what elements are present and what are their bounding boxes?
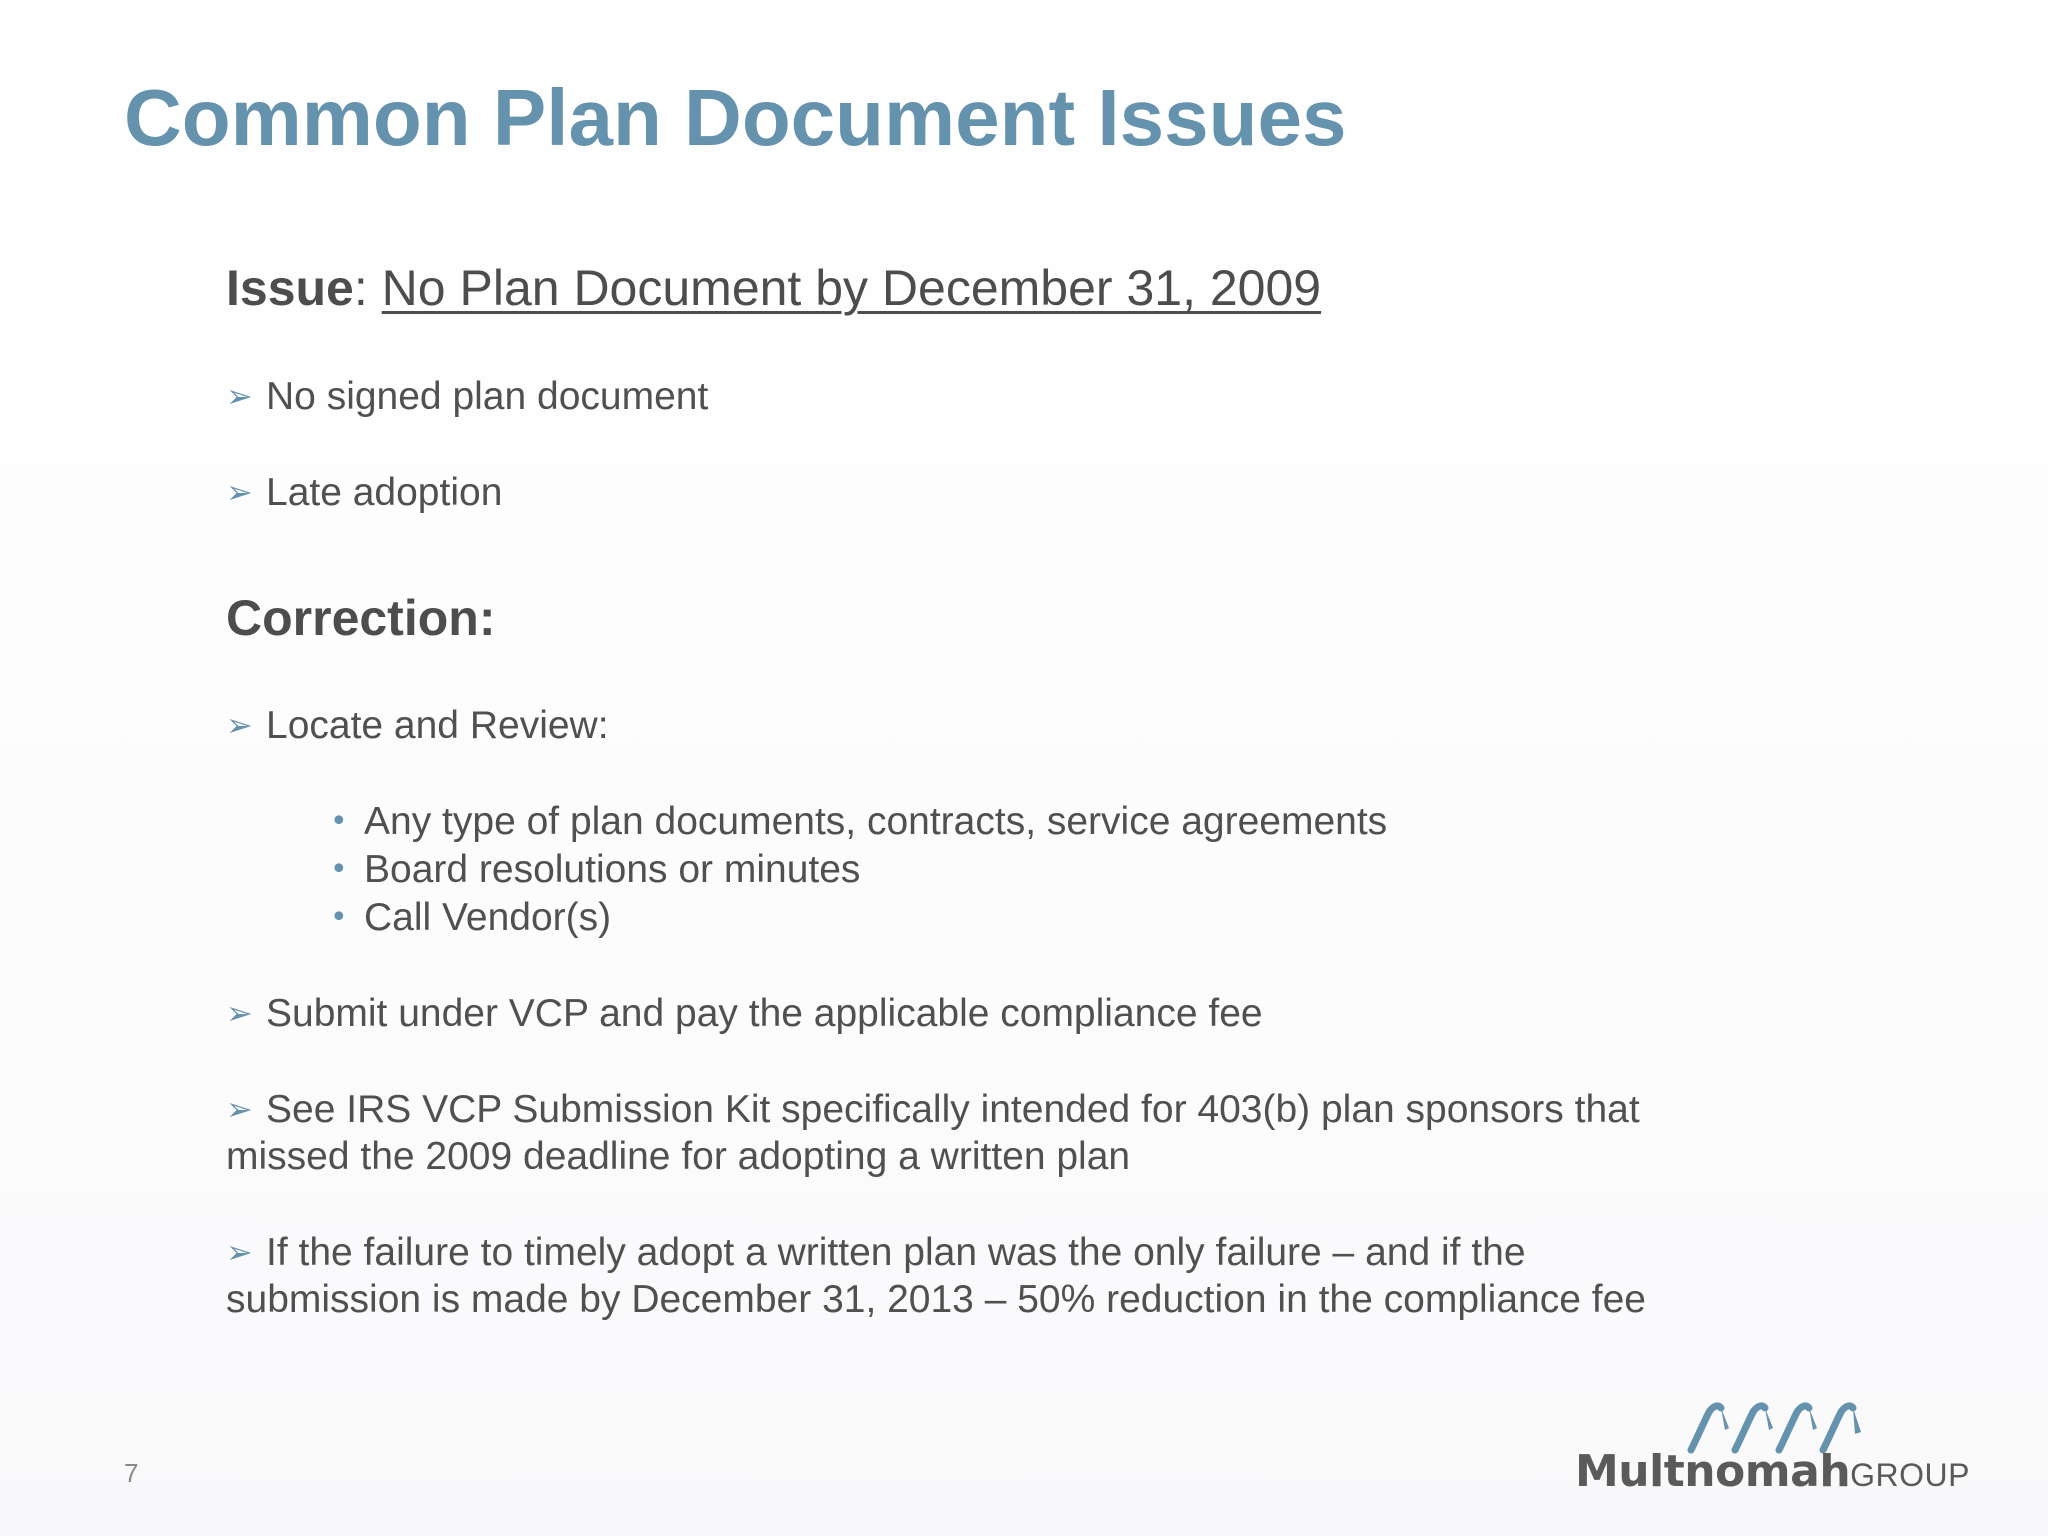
- arrow-bullet-icon: ➢: [226, 473, 253, 511]
- locate-sub-item: [330, 846, 860, 894]
- logo-group-text: GROUP: [1850, 1457, 1970, 1493]
- issue-text: No Plan Document by December 31, 2009: [381, 260, 1322, 316]
- logo-main-text: Multnomah: [1575, 1446, 1851, 1497]
- dot-bullet-icon: •: [330, 804, 348, 839]
- submission-kit-line2: missed the 2009 deadline for adopting a written plan: [226, 1135, 1131, 1178]
- fee-reduction-bullet: [226, 1228, 1526, 1277]
- issue-bullet-text: No signed plan document: [266, 375, 709, 418]
- issue-label: Issue: [226, 260, 354, 316]
- fee-reduction-continuation: [226, 1276, 1646, 1324]
- locate-review-text: Locate and Review:: [266, 704, 609, 747]
- submission-kit-continuation: [226, 1133, 1130, 1181]
- logo-wordmark: [1575, 1446, 1970, 1497]
- locate-sub-item-text: Any type of plan documents, contracts, service agreements: [364, 800, 1388, 843]
- locate-sub-item: [330, 798, 1387, 846]
- submit-vcp-text: Submit under VCP and pay the applicable compliance fee: [266, 992, 1263, 1035]
- correction-separator: :: [478, 590, 496, 646]
- arrow-bullet-icon: ➢: [226, 994, 253, 1032]
- correction-heading: [226, 588, 495, 648]
- dot-bullet-icon: •: [330, 900, 348, 935]
- arrow-bullet-icon: ➢: [226, 706, 253, 744]
- slide-title: Common Plan Document Issues: [124, 73, 1347, 162]
- submission-kit-bullet: [226, 1085, 1640, 1134]
- fee-reduction-line1: If the failure to timely adopt a written plan was the only failure – and if the: [266, 1231, 1526, 1274]
- arrow-bullet-icon: ➢: [226, 1090, 253, 1128]
- locate-sub-item-text: Call Vendor(s): [364, 896, 612, 939]
- issue-separator: :: [353, 260, 368, 316]
- page-number: 7: [124, 1458, 139, 1488]
- locate-sub-item: [330, 894, 611, 942]
- locate-sub-item-text: Board resolutions or minutes: [364, 848, 861, 891]
- submit-vcp-bullet: [226, 989, 1263, 1038]
- issue-heading: [226, 258, 1321, 318]
- correction-label: Correction: [226, 590, 479, 646]
- issue-bullet-text: Late adoption: [266, 471, 503, 514]
- submission-kit-line1: See IRS VCP Submission Kit specifically intended for 403(b) plan sponsors that: [266, 1088, 1640, 1131]
- issue-bullet: [226, 468, 502, 517]
- arrow-bullet-icon: ➢: [226, 1233, 253, 1271]
- dot-bullet-icon: •: [330, 852, 348, 887]
- arrow-bullet-icon: ➢: [226, 377, 253, 415]
- issue-bullet: [226, 372, 708, 421]
- locate-review-bullet: [226, 701, 609, 750]
- fee-reduction-line2: submission is made by December 31, 2013 – 50% reduction in the compliance fee: [226, 1278, 1646, 1321]
- multnomah-group-logo: [1575, 1398, 1970, 1508]
